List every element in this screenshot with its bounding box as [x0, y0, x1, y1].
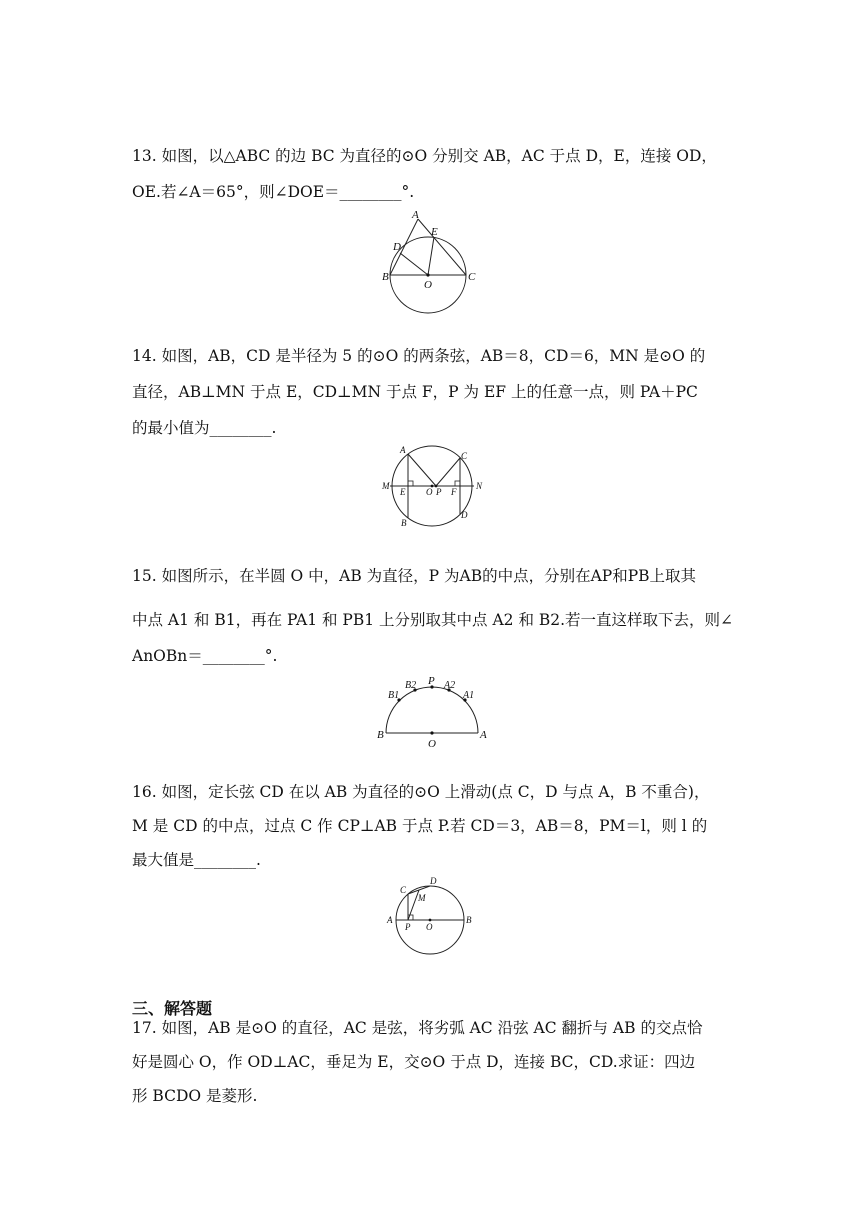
q13-label-d: D	[393, 241, 401, 253]
q16-label-o: O	[426, 922, 433, 932]
q16-line1: 16. 如图，定长弦 CD 在以 AB 为直径的⊙O 上滑动(点 C，D 与点 A，B 不重合)，	[132, 783, 710, 801]
q17-line2: 好是圆心 O，作 OD⊥AC，垂足为 E，交⊙O 于点 D，连接 BC，CD.求证：四边	[132, 1053, 696, 1071]
q16-label-b: B	[466, 915, 472, 925]
q14-label-e: E	[400, 487, 406, 497]
q16-line2: M 是 CD 的中点，过点 C 作 CP⊥AB 于点 P.若 CD＝3，AB＝8，PM＝l，则 l 的	[132, 817, 708, 835]
q13-line2: OE.若∠A＝65°，则∠DOE＝________°.	[132, 183, 415, 201]
q15-figure	[372, 672, 492, 750]
q13-label-b: B	[382, 271, 389, 283]
q14-figure	[380, 442, 488, 530]
q14-line1: 14. 如图，AB，CD 是半径为 5 的⊙O 的两条弦，AB＝8，CD＝6，MN 是⊙O 的	[132, 347, 706, 365]
q15-label-b2: B2	[405, 680, 417, 691]
section-title: 三、解答题	[132, 999, 213, 1018]
q17-line3: 形 BCDO 是菱形.	[132, 1087, 258, 1105]
q13-label-o: O	[424, 279, 432, 291]
q16-label-a: A	[387, 915, 393, 925]
q16-figure	[384, 874, 484, 958]
q14-label-f: F	[451, 487, 457, 497]
q17-line1: 17. 如图，AB 是⊙O 的直径，AC 是弦，将劣弧 AC 沿弦 AC 翻折与 AB 的交点恰	[132, 1019, 703, 1037]
q14-right-angle-f	[455, 481, 460, 486]
q16-label-m: M	[418, 893, 426, 903]
q15-dot-o	[430, 731, 433, 734]
q15-label-a2: A2	[444, 680, 456, 691]
q16-label-d: D	[430, 876, 437, 886]
q14-line3: 的最小值为________.	[132, 419, 277, 437]
q14-seg-pc	[436, 458, 460, 486]
q16-line3: 最大值是________.	[132, 851, 261, 869]
q14-label-p: P	[436, 487, 442, 497]
q14-line2: 直径，AB⊥MN 于点 E，CD⊥MN 于点 F，P 为 EF 上的任意一点，则 PA＋PC	[132, 383, 698, 401]
q16-label-p: P	[405, 922, 411, 932]
q13-label-a: A	[412, 209, 419, 221]
q15-line1: 15. 如图所示，在半圆 O 中，AB 为直径，P 为AB的中点，分别在AP和PB上取其	[132, 567, 697, 585]
q15-label-b: B	[377, 729, 384, 741]
q15-label-a1: A1	[463, 690, 475, 701]
q15-label-b1: B1	[388, 690, 400, 701]
q13-seg-oe	[428, 237, 434, 275]
q13-center-dot	[426, 273, 429, 276]
q13-side-ac	[418, 219, 466, 275]
q13-label-c: C	[468, 271, 476, 283]
q15-label-o: O	[428, 738, 436, 750]
q14-right-angle-e	[408, 481, 413, 486]
q15-label-p: P	[428, 675, 435, 687]
q15-line2: 中点 A1 和 B1，再在 PA1 和 PB1 上分别取其中点 A2 和 B2.若一直这样取下去，则∠	[132, 611, 734, 629]
q14-label-a: A	[400, 445, 406, 455]
q16-center-dot	[429, 919, 432, 922]
q15-label-a: A	[480, 729, 487, 741]
q16-label-c: C	[400, 885, 407, 895]
q13-seg-od	[400, 253, 428, 275]
q14-label-b: B	[401, 518, 407, 528]
q14-label-o: O	[426, 487, 433, 497]
q13-line1: 13. 如图，以△ABC 的边 BC 为直径的⊙O 分别交 AB，AC 于点 D，E，连接 OD，	[132, 147, 717, 165]
q14-label-d: D	[461, 510, 468, 520]
q14-label-m: M	[382, 481, 390, 491]
q13-figure	[376, 206, 486, 316]
q14-label-n: N	[476, 481, 483, 491]
q13-label-e: E	[431, 226, 438, 238]
q14-label-c: C	[461, 451, 468, 461]
q15-line3: AnOBn＝________°.	[132, 647, 278, 665]
